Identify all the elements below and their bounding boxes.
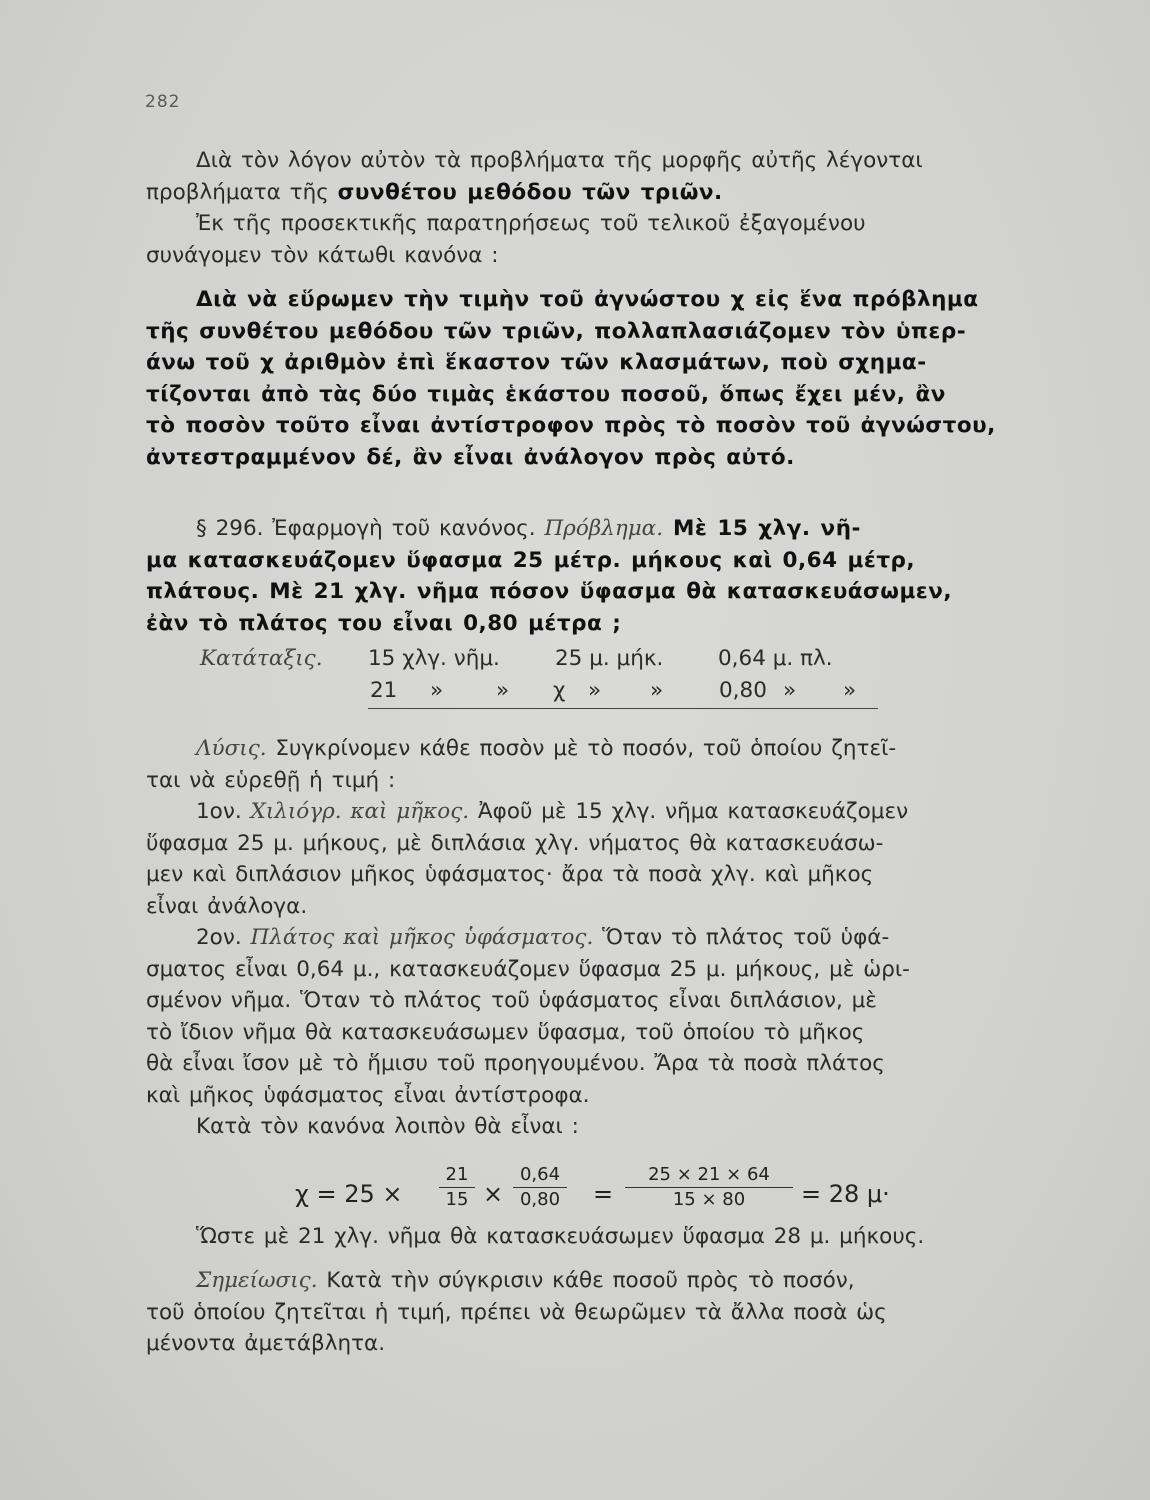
text-line: τοῦ ὁποίου ζητεῖται ἡ τιμή, πρέπει νὰ θεωρῶμεν τὰ ἄλλα ποσὰ ὡς xyxy=(146,1299,887,1325)
page-number: 282 xyxy=(145,92,181,112)
text-line: Κατὰ τὸν κανόνα λοιπὸν θὰ εἶναι : xyxy=(196,1114,579,1139)
fraction-bar xyxy=(625,1187,793,1188)
equals-sign: = xyxy=(593,1180,614,1208)
arr-cell: 25 μ. μήκ. xyxy=(555,646,664,671)
text-line: καὶ μῆκος ὑφάσματος εἶναι ἀντίστροφα. xyxy=(146,1082,590,1108)
conclusion xyxy=(146,1221,1088,1253)
note xyxy=(146,1265,1088,1360)
rule-line: τὸ ποσὸν τοῦτο εἶναι ἀντίστροφον πρὸς τὸ ποσὸν τοῦ ἀγνώστου, xyxy=(146,413,996,438)
section-heading: § 296. Ἐφαρμογὴ τοῦ κανόνος. xyxy=(196,516,545,541)
fraction-bar xyxy=(513,1187,567,1188)
item-number: 1ον. xyxy=(196,799,251,824)
text-line: τὸ ἴδιον νῆμα θὰ κατασκευάσωμεν ὕφασμα, τοῦ ὁποίου τὸ μῆκος xyxy=(146,1019,865,1045)
text-line: σμένον νῆμα. Ὅταν τὸ πλάτος τοῦ ὑφάσματος εἶναι διπλάσιον, μὲ xyxy=(146,988,877,1013)
arrangement-rule xyxy=(368,708,878,709)
arr-cell: » xyxy=(843,678,857,703)
text-line: Ἐκ τῆς προσεκτικῆς παρατηρήσεως τοῦ τελικοῦ ἐξαγομένου xyxy=(196,211,866,236)
numerator: 21 xyxy=(445,1164,469,1185)
text-line: ται νὰ εὑρεθῇ ἡ τιμή : xyxy=(146,767,396,793)
arr-cell: χ xyxy=(553,678,566,703)
solution xyxy=(146,733,1088,1143)
text-line: Διὰ τὸν λόγον αὐτὸν τὰ προβλήματα τῆς μορφῆς αὐτῆς λέγονται xyxy=(196,148,923,173)
arr-cell: 15 χλγ. νῆμ. xyxy=(368,646,500,671)
rule-line: τῆς συνθέτου μεθόδου τῶν τριῶν, πολλαπλασιάζομεν τὸν ὑπερ- xyxy=(146,318,967,344)
text-line: σματος εἶναι 0,64 μ., κατασκευάζομεν ὕφασμα 25 μ. μήκους, μὲ ὡρι- xyxy=(146,956,910,982)
text-line: προβλήματα τῆς xyxy=(146,179,338,205)
problem-text: Μὲ 15 χλγ. νῆ- xyxy=(663,516,861,541)
item-label: Χιλιόγρ. καὶ μῆκος. xyxy=(250,799,470,824)
rule-line: ἀντεστραμμένον δέ, ἂν εἶναι ἀνάλογον πρὸς αὐτό. xyxy=(146,444,795,470)
arr-cell: » xyxy=(588,678,602,703)
denominator: 0,80 xyxy=(519,1189,561,1210)
text-line: ὕφασμα 25 μ. μήκους, μὲ διπλάσια χλγ. νήματος θὰ κατασκευάσω- xyxy=(146,830,884,856)
item-number: 2ον. xyxy=(196,925,251,950)
problem-line: ἐὰν τὸ πλάτος του εἶναι 0,80 μέτρα ; xyxy=(146,610,622,636)
problem-line: μα κατασκευάζομεν ὕφασμα 25 μέτρ. μήκους καὶ 0,64 μέτρ, xyxy=(146,547,916,573)
paragraph-intro xyxy=(146,145,1088,271)
fraction xyxy=(625,1164,793,1211)
arr-cell: 21 xyxy=(370,678,398,703)
text-line: συνάγομεν τὸν κάτωθι κανόνα : xyxy=(146,242,499,268)
text-line: μεν καὶ διπλάσιον μῆκος ὑφάσματος· ἄρα τὰ ποσὰ χλγ. καὶ μῆκος xyxy=(146,862,874,887)
text-line: Ἀφοῦ μὲ 15 χλγ. νῆμα κατασκευάζομεν xyxy=(477,799,909,824)
solution-label: Λύσις. xyxy=(196,736,267,761)
rule-paragraph xyxy=(146,284,1088,473)
numerator: 25 × 21 × 64 xyxy=(648,1164,770,1185)
arr-cell: 0,80 xyxy=(719,678,767,703)
denominator: 15 xyxy=(445,1189,469,1210)
numerator: 0,64 xyxy=(519,1164,561,1185)
text-line: θὰ εἶναι ἴσον μὲ τὸ ἥμισυ τοῦ προηγουμένου. Ἄρα τὰ ποσὰ πλάτος xyxy=(146,1051,885,1076)
section-296 xyxy=(146,513,1088,639)
text-line: εἶναι ἀνάλογα. xyxy=(146,893,308,919)
formula-rhs: = 28 μ· xyxy=(801,1180,890,1208)
text-line: μένοντα ἀμετάβλητα. xyxy=(146,1331,386,1356)
problem-line: πλάτους. Μὲ 21 χλγ. νῆμα πόσον ὕφασμα θὰ κατασκευάσωμεν, xyxy=(146,579,953,604)
arr-cell: » xyxy=(783,678,797,703)
arrangement-label: Κατάταξις. xyxy=(200,646,323,671)
fraction xyxy=(513,1164,567,1211)
rule-line: Διὰ νὰ εὕρωμεν τὴν τιμὴν τοῦ ἀγνώστου χ εἰς ἕνα πρόβλημα xyxy=(196,287,979,312)
arr-cell: » xyxy=(496,678,510,703)
formula-lhs: χ = 25 × xyxy=(295,1180,403,1208)
text-line: Συγκρίνομεν κάθε ποσὸν μὲ τὸ ποσόν, τοῦ ὁποίου ζητεῖ- xyxy=(266,736,897,761)
fraction-bar xyxy=(439,1187,475,1188)
times-sign: × xyxy=(483,1180,504,1208)
rule-line: άνω τοῦ χ ἀριθμὸν ἐπὶ ἕκαστον τῶν κλασμάτων, ποὺ σχημα- xyxy=(146,350,927,375)
item-label: Πλάτος καὶ μῆκος ὑφάσματος. xyxy=(250,925,594,950)
arr-cell: 0,64 μ. πλ. xyxy=(718,646,833,671)
note-label: Σημείωσις. xyxy=(196,1268,318,1293)
text-line: Κατὰ τὴν σύγκρισιν κάθε ποσοῦ πρὸς τὸ ποσόν, xyxy=(317,1268,855,1293)
denominator: 15 × 80 xyxy=(672,1189,746,1210)
bold-term: συνθέτου μεθόδου τῶν τριῶν. xyxy=(337,179,723,205)
problem-label: Πρόβλημα. xyxy=(544,516,664,541)
text-line: Ὅταν τὸ πλάτος τοῦ ὑφά- xyxy=(602,925,890,950)
rule-line: τίζονται ἀπὸ τὰς δύο τιμὰς ἑκάστου ποσοῦ, ὅπως ἔχει μέν, ἂν xyxy=(146,381,946,407)
arr-cell: » xyxy=(430,678,444,703)
text-line: Ὥστε μὲ 21 χλγ. νῆμα θὰ κατασκευάσωμεν ὕφασμα 28 μ. μήκους. xyxy=(196,1224,925,1249)
fraction xyxy=(439,1164,475,1211)
arr-cell: » xyxy=(650,678,664,703)
